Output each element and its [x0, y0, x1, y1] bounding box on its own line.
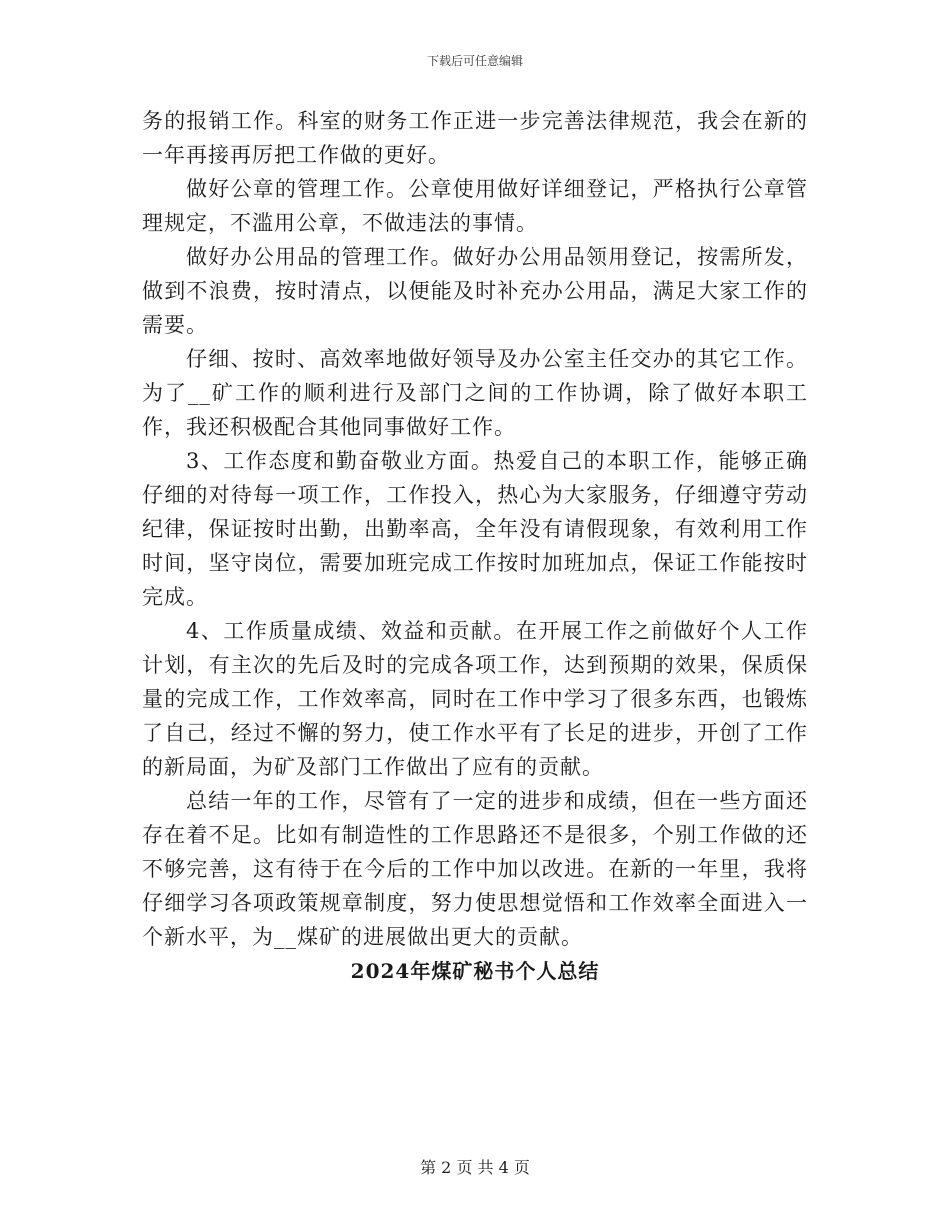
paragraph-1: 务的报销工作。科室的财务工作正进一步完善法律规范，我会在新的一年再接再厉把工作做的更好。	[142, 109, 808, 167]
paragraph-2: 做好公章的管理工作。公章使用做好详细登记，严格执行公章管理规定，不滥用公章，不做违法的事情。	[142, 177, 808, 235]
paragraph-6: 4、工作质量成绩、效益和贡献。在开展工作之前做好个人工作计划，有主次的先后及时的完成各项工作，达到预期的效果，保质保量的完成工作，工作效率高，同时在工作中学习了很多东西，也锻炼了自己，经过不懈的努力，使工作水平有了长足的进步，开创了工作的新局面，为矿及部门工作做出了应有的贡献。	[142, 619, 808, 779]
paragraph-3: 做好办公用品的管理工作。做好办公用品领用登记，按需所发，做到不浪费，按时清点，以便能及时补充办公用品，满足大家工作的需要。	[142, 245, 808, 337]
page-number: 第 2 页 共 4 页	[420, 1158, 530, 1177]
paragraph-5: 3、工作态度和勤奋敬业方面。热爱自己的本职工作，能够正确仔细的对待每一项工作，工作投入，热心为大家服务，仔细遵守劳动纪律，保证按时出勤，出勤率高，全年没有请假现象，有效利用工作时间，坚守岗位，需要加班完成工作按时加班加点，保证工作能按时完成。	[142, 449, 808, 609]
section-heading: 2024年煤矿秘书个人总结	[350, 959, 600, 983]
document-body	[142, 104, 808, 988]
paragraph-7: 总结一年的工作，尽管有了一定的进步和成绩，但在一些方面还存在着不足。比如有制造性的工作思路还不是很多，个别工作做的还不够完善，这有待于在今后的工作中加以改进。在新的一年里，我将仔细学习各项政策规章制度，努力使思想觉悟和工作效率全面进入一个新水平，为__煤矿的进展做出更大的贡献。	[142, 789, 808, 949]
page-header: 下载后可任意编辑	[426, 54, 523, 68]
paragraph-4: 仔细、按时、高效率地做好领导及办公室主任交办的其它工作。为了__矿工作的顺利进行及部门之间的工作协调，除了做好本职工作，我还积极配合其他同事做好工作。	[142, 347, 808, 439]
